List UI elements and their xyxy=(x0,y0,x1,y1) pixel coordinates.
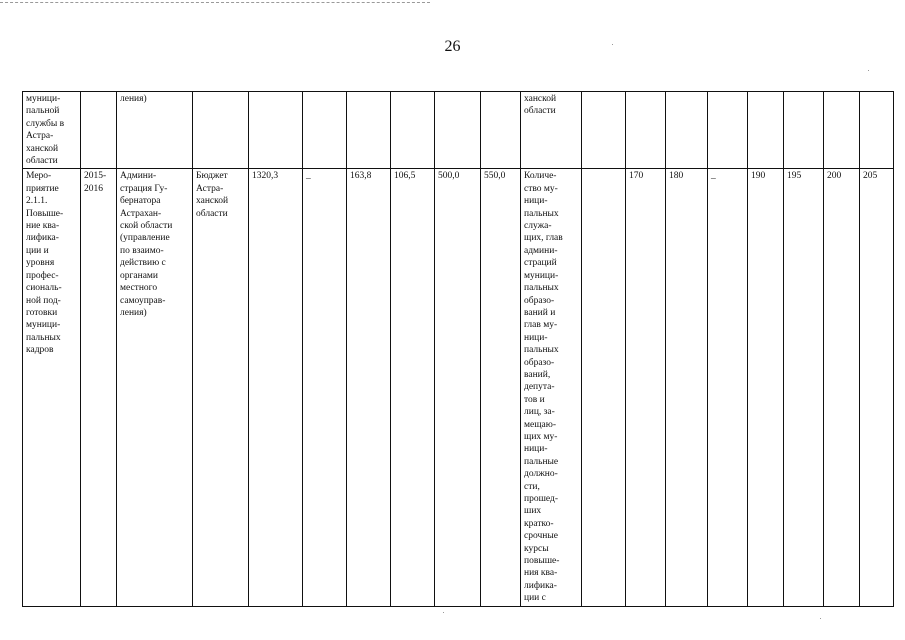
page-number: 26 xyxy=(444,38,461,55)
cell-total: 1320,3 xyxy=(249,169,303,606)
scan-speck xyxy=(612,44,613,45)
cell-year-1: _ xyxy=(303,169,347,606)
cell-value-3: _ xyxy=(708,169,748,606)
cell-value-7: 205 xyxy=(860,169,894,606)
cell-value-2 xyxy=(666,92,708,169)
cell-value-6: 200 xyxy=(824,169,860,606)
cell-executor: ления) xyxy=(117,92,193,169)
cell-year-4 xyxy=(435,92,481,169)
cell-unit xyxy=(582,92,626,169)
cell-value-5 xyxy=(784,92,824,169)
table-row-continuation xyxy=(23,92,894,169)
cell-year-5 xyxy=(481,92,521,169)
scan-speck xyxy=(868,70,869,71)
cell-year-4: 500,0 xyxy=(435,169,481,606)
cell-year-1 xyxy=(303,92,347,169)
cell-total xyxy=(249,92,303,169)
cell-unit xyxy=(582,169,626,606)
cell-value-3 xyxy=(708,92,748,169)
cell-year-3 xyxy=(391,92,435,169)
cell-value-7 xyxy=(860,92,894,169)
cell-value-2: 180 xyxy=(666,169,708,606)
cell-indicator: ханской области xyxy=(521,92,582,169)
cell-funding-source: Бюджет Астра- ханской области xyxy=(193,169,249,606)
program-table xyxy=(22,91,894,607)
cell-year-5: 550,0 xyxy=(481,169,521,606)
scan-speck xyxy=(443,612,444,613)
cell-value-4: 190 xyxy=(748,169,784,606)
cell-activity: муници- пальной службы в Астра- ханской области xyxy=(23,92,81,169)
cell-period: 2015- 2016 xyxy=(81,169,117,606)
table-row-activity-2-1-1 xyxy=(23,169,894,606)
cell-value-6 xyxy=(824,92,860,169)
cell-activity: Меро- приятие 2.1.1. Повыше- ние ква- лифика- ции и уровня профес- сиональ- ной под- готовки муници- пальных кадров xyxy=(23,169,81,606)
cell-year-2: 163,8 xyxy=(347,169,391,606)
cell-indicator: Количе- ство му- ници- пальных служа- щих, глав админи- страций муници- пальных образо- ваний и глав му- ници- пальных образо- ваний, депута- тов и лиц, за- мещаю- щих му- ници- пальные должно- сти, прошед- ших кратко- срочные курсы повыше- ния ква- лифика- ции с xyxy=(521,169,582,606)
cell-value-5: 195 xyxy=(784,169,824,606)
cell-funding-source xyxy=(193,92,249,169)
scan-speck xyxy=(820,618,821,619)
cell-year-3: 106,5 xyxy=(391,169,435,606)
cell-value-1: 170 xyxy=(626,169,666,606)
cell-period xyxy=(81,92,117,169)
scan-artifact-line xyxy=(0,2,430,3)
cell-year-2 xyxy=(347,92,391,169)
cell-value-1 xyxy=(626,92,666,169)
cell-executor: Админи- страция Гу- бернатора Астрахан- ской области (управление по взаимо- действию с органами местного самоуправ- ления) xyxy=(117,169,193,606)
cell-value-4 xyxy=(748,92,784,169)
